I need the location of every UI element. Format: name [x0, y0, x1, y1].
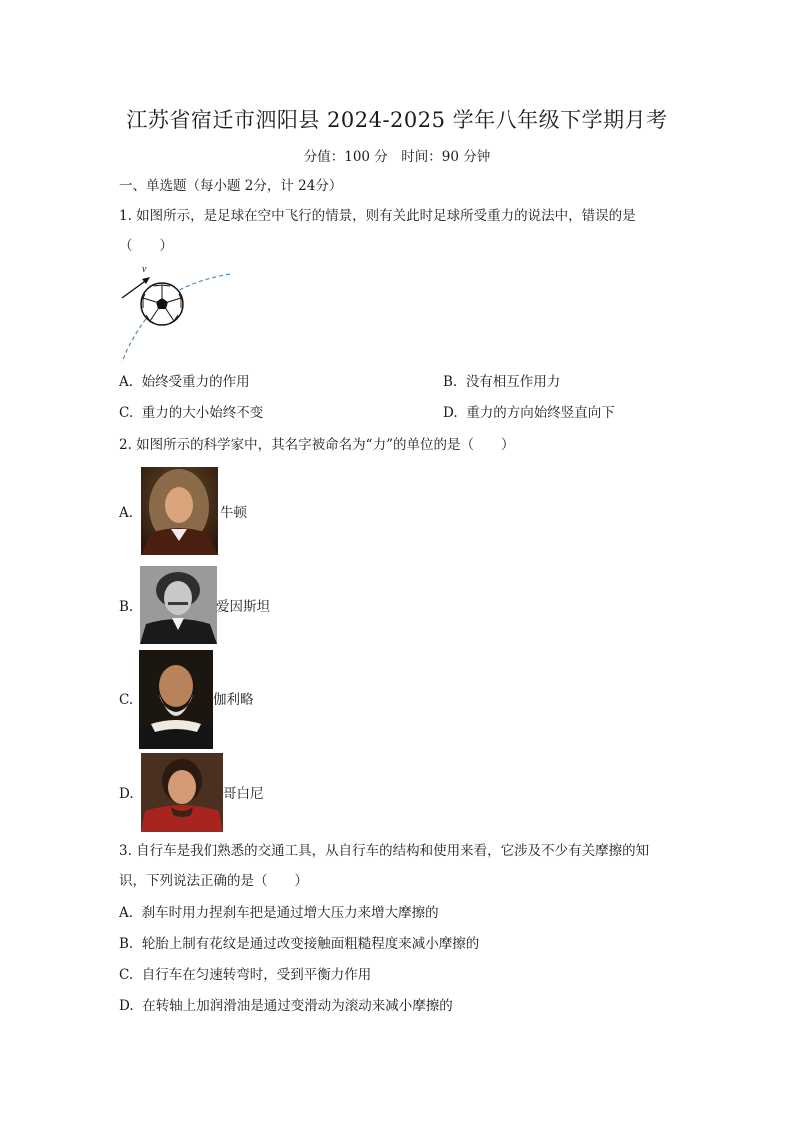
q3-stem-line1: 3. 自行车是我们熟悉的交通工具，从自行车的结构和使用来看，它涉及不少有关摩擦的知	[119, 843, 650, 859]
q3-option-c: C. 自行车在匀速转弯时，受到平衡力作用	[119, 967, 372, 983]
newton-portrait-icon	[141, 467, 218, 555]
exam-title: 江苏省宿迁市泗阳县 2024-2025 学年八年级下学期月考	[126, 108, 668, 132]
q2-stem: 2. 如图所示的科学家中，其名字被命名为“力”的单位的是（ ）	[119, 437, 515, 453]
q1-paren: （ ）	[119, 238, 173, 254]
q3-option-a: A. 刹车时用力捏刹车把是通过增大压力来增大摩擦的	[119, 905, 439, 921]
q1-option-d: D. 重力的方向始终竖直向下	[443, 405, 615, 421]
q1-stem: 1. 如图所示，是足球在空中飞行的情景，则有关此时足球所受重力的说法中，错误的是	[119, 208, 636, 224]
copernicus-portrait-icon	[141, 753, 223, 832]
galileo-portrait-icon	[139, 650, 213, 749]
q2-option-d-letter: D.	[119, 786, 134, 802]
football-figure	[112, 258, 240, 368]
q2-option-d-text: 哥白尼	[223, 786, 264, 802]
q2-option-b-letter: B.	[119, 599, 134, 615]
q2-option-a-letter: A.	[119, 505, 134, 521]
q2-option-b-text: 爱因斯坦	[216, 599, 270, 615]
q2-option-c-text: 伽利略	[213, 692, 254, 708]
q1-option-a: A. 始终受重力的作用	[119, 374, 250, 390]
q2-option-c-letter: C.	[119, 692, 134, 708]
velocity-label: v	[142, 264, 147, 275]
q3-stem-line2: 识，下列说法正确的是（ ）	[119, 873, 308, 889]
q1-option-c: C. 重力的大小始终不变	[119, 405, 264, 421]
q3-option-b: B. 轮胎上制有花纹是通过改变接触面粗糙程度来减小摩擦的	[119, 936, 480, 952]
q2-option-a-text: 牛顿	[220, 505, 247, 521]
section-heading: 一、单选题（每小题 2分，计 24分）	[119, 178, 343, 194]
q3-option-d: D. 在转轴上加润滑油是通过变滑动为滚动来减小摩擦的	[119, 998, 453, 1014]
exam-meta: 分值：100 分 时间：90 分钟	[303, 149, 491, 165]
q1-option-b: B. 没有相互作用力	[443, 374, 561, 390]
einstein-portrait-icon	[140, 566, 217, 644]
football-icon	[141, 283, 183, 325]
